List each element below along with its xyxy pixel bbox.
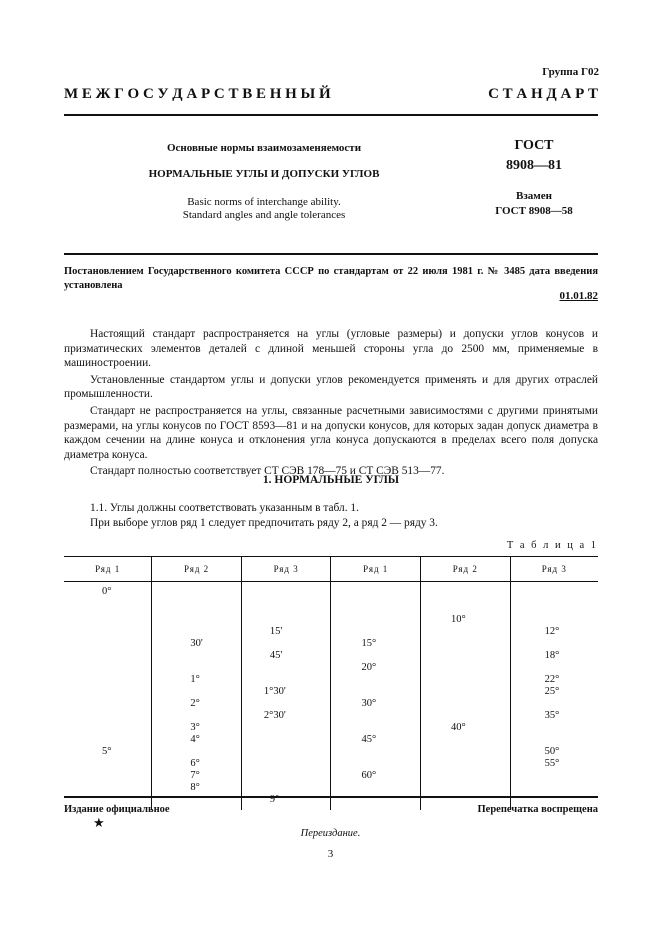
angles-table: [64, 556, 598, 810]
title-en-2: Standard angles and angle tolerances: [182, 209, 346, 221]
star-icon: ★: [93, 815, 105, 830]
header-row-3-b: Ряд 3: [510, 557, 598, 582]
table-cell: 50°: [544, 746, 560, 757]
top-rule: [64, 114, 598, 116]
table-cell: 6°: [190, 758, 200, 769]
table-cell: 4°: [190, 734, 200, 745]
section-title: 1. НОРМАЛЬНЫЕ УГЛЫ: [262, 474, 400, 486]
table-cell: 9°: [269, 794, 280, 805]
paragraph-exclusions: Стандарт не распространяется на углы, связанные расчетными зависимостями с другими принятыми размерами, на углы конусов по ГОСТ 8593—81 и на допуски конусов, для которых задан допуск диаметра в каждом сечении на длине конуса и отклонения угла конуса допускаются в пределах всего поля допуска диаметра конуса.: [64, 404, 598, 461]
table-cell: 3°: [190, 722, 200, 733]
column-2-b: [421, 582, 511, 811]
table-cell: 8°: [190, 782, 200, 793]
decree-text: Постановлением Государственного комитета СССР по стандартам от 22 июля 1981 г. № 3485 дата введения установлена: [64, 266, 598, 291]
table-cell: 5°: [102, 746, 112, 757]
replaces-value: ГОСТ 8908—58: [495, 205, 573, 217]
table-cell: 12°: [544, 626, 560, 637]
paragraph-recommend: Установленные стандартом углы и допуски углов рекомендуется применять и для других отраслей промышленности.: [64, 373, 598, 401]
table-cell: 60°: [361, 770, 377, 781]
banner-word-standard: С Т А Н Д А Р Т: [488, 86, 598, 102]
title-ru-2: НОРМАЛЬНЫЕ УГЛЫ И ДОПУСКИ УГЛОВ: [148, 168, 380, 180]
gost-label: ГОСТ: [514, 138, 554, 153]
table-cell: 30°: [361, 698, 377, 709]
replaces-label: Взамен: [516, 190, 552, 202]
table-cell: 45': [269, 650, 283, 661]
title-en-1: Basic norms of interchange ability.: [187, 196, 341, 208]
table-cell: 0°: [102, 586, 112, 597]
gost-number: 8908—81: [506, 158, 562, 173]
banner-word-interstate: М Е Ж Г О С У Д А Р С Т В Е Н Н Ы Й: [64, 86, 331, 102]
header-row-2-b: Ряд 2: [421, 557, 511, 582]
table-cell: 18°: [544, 650, 560, 661]
group-code: Группа Г02: [542, 66, 599, 78]
official-edition-label: Издание официальное: [64, 804, 170, 815]
header-row-2-a: Ряд 2: [152, 557, 242, 582]
header-row-1-a: Ряд 1: [64, 557, 152, 582]
column-2-a: [152, 582, 242, 811]
decree-date: 01.01.82: [559, 290, 598, 302]
clause-1-1: 1.1. Углы должны соответствовать указанным в табл. 1.: [90, 502, 359, 514]
paragraph-compliance: Стандарт полностью соответствует СТ СЭВ 178—75 и СТ СЭВ 513—77.: [90, 465, 445, 478]
header-row-1-b: Ряд 1: [331, 557, 421, 582]
table-cell: 45°: [361, 734, 377, 745]
table-cell: 25°: [544, 686, 560, 697]
table-cell: 30': [190, 638, 203, 649]
table-cell: 55°: [544, 758, 560, 769]
table-cell: 1°30': [263, 686, 286, 697]
table-header-row: [64, 557, 598, 582]
table-cell: 2°30': [263, 710, 286, 721]
table-cell: 15': [269, 626, 283, 637]
table-cell: 22°: [544, 674, 560, 685]
table-cell: 10°: [451, 614, 466, 625]
page-number: 3: [327, 848, 334, 860]
column-3-a: [241, 582, 331, 811]
header-row-3-a: Ряд 3: [241, 557, 331, 582]
decree-rule: [64, 253, 598, 255]
reprint-prohibited-label: Перепечатка воспрещена: [477, 804, 598, 815]
table-cell: 40°: [451, 722, 466, 733]
footer-rule: [64, 796, 598, 798]
reissue-note: Переиздание.: [300, 828, 361, 839]
column-1-a: [64, 582, 152, 811]
intro-text: [64, 327, 598, 481]
table-cell: 7°: [190, 770, 200, 781]
table-cell: 2°: [190, 698, 200, 709]
table-cell: 15°: [361, 638, 377, 649]
table-cell: 20°: [361, 662, 377, 673]
table-cell: 1°: [190, 674, 200, 685]
clauses: [64, 501, 598, 530]
column-1-b: [331, 582, 421, 811]
clause-1-1-note: При выборе углов ряд 1 следует предпочитать ряду 2, а ряд 2 — ряду 3.: [90, 516, 438, 529]
paragraph-scope: Настоящий стандарт распространяется на углы (угловые размеры) и допуски углов конусов и призматических элементов деталей с длиной меньшей стороны угла до 2500 мм, применяемые в машиностроении.: [64, 328, 598, 370]
column-3-b: [510, 582, 598, 811]
table-caption: Т а б л и ц а 1: [506, 540, 598, 551]
table-cell: 35°: [544, 710, 560, 721]
title-ru-1: Основные нормы взаимозаменяемости: [166, 142, 362, 154]
table-body-row: [64, 582, 598, 811]
standard-banner: [64, 86, 598, 103]
